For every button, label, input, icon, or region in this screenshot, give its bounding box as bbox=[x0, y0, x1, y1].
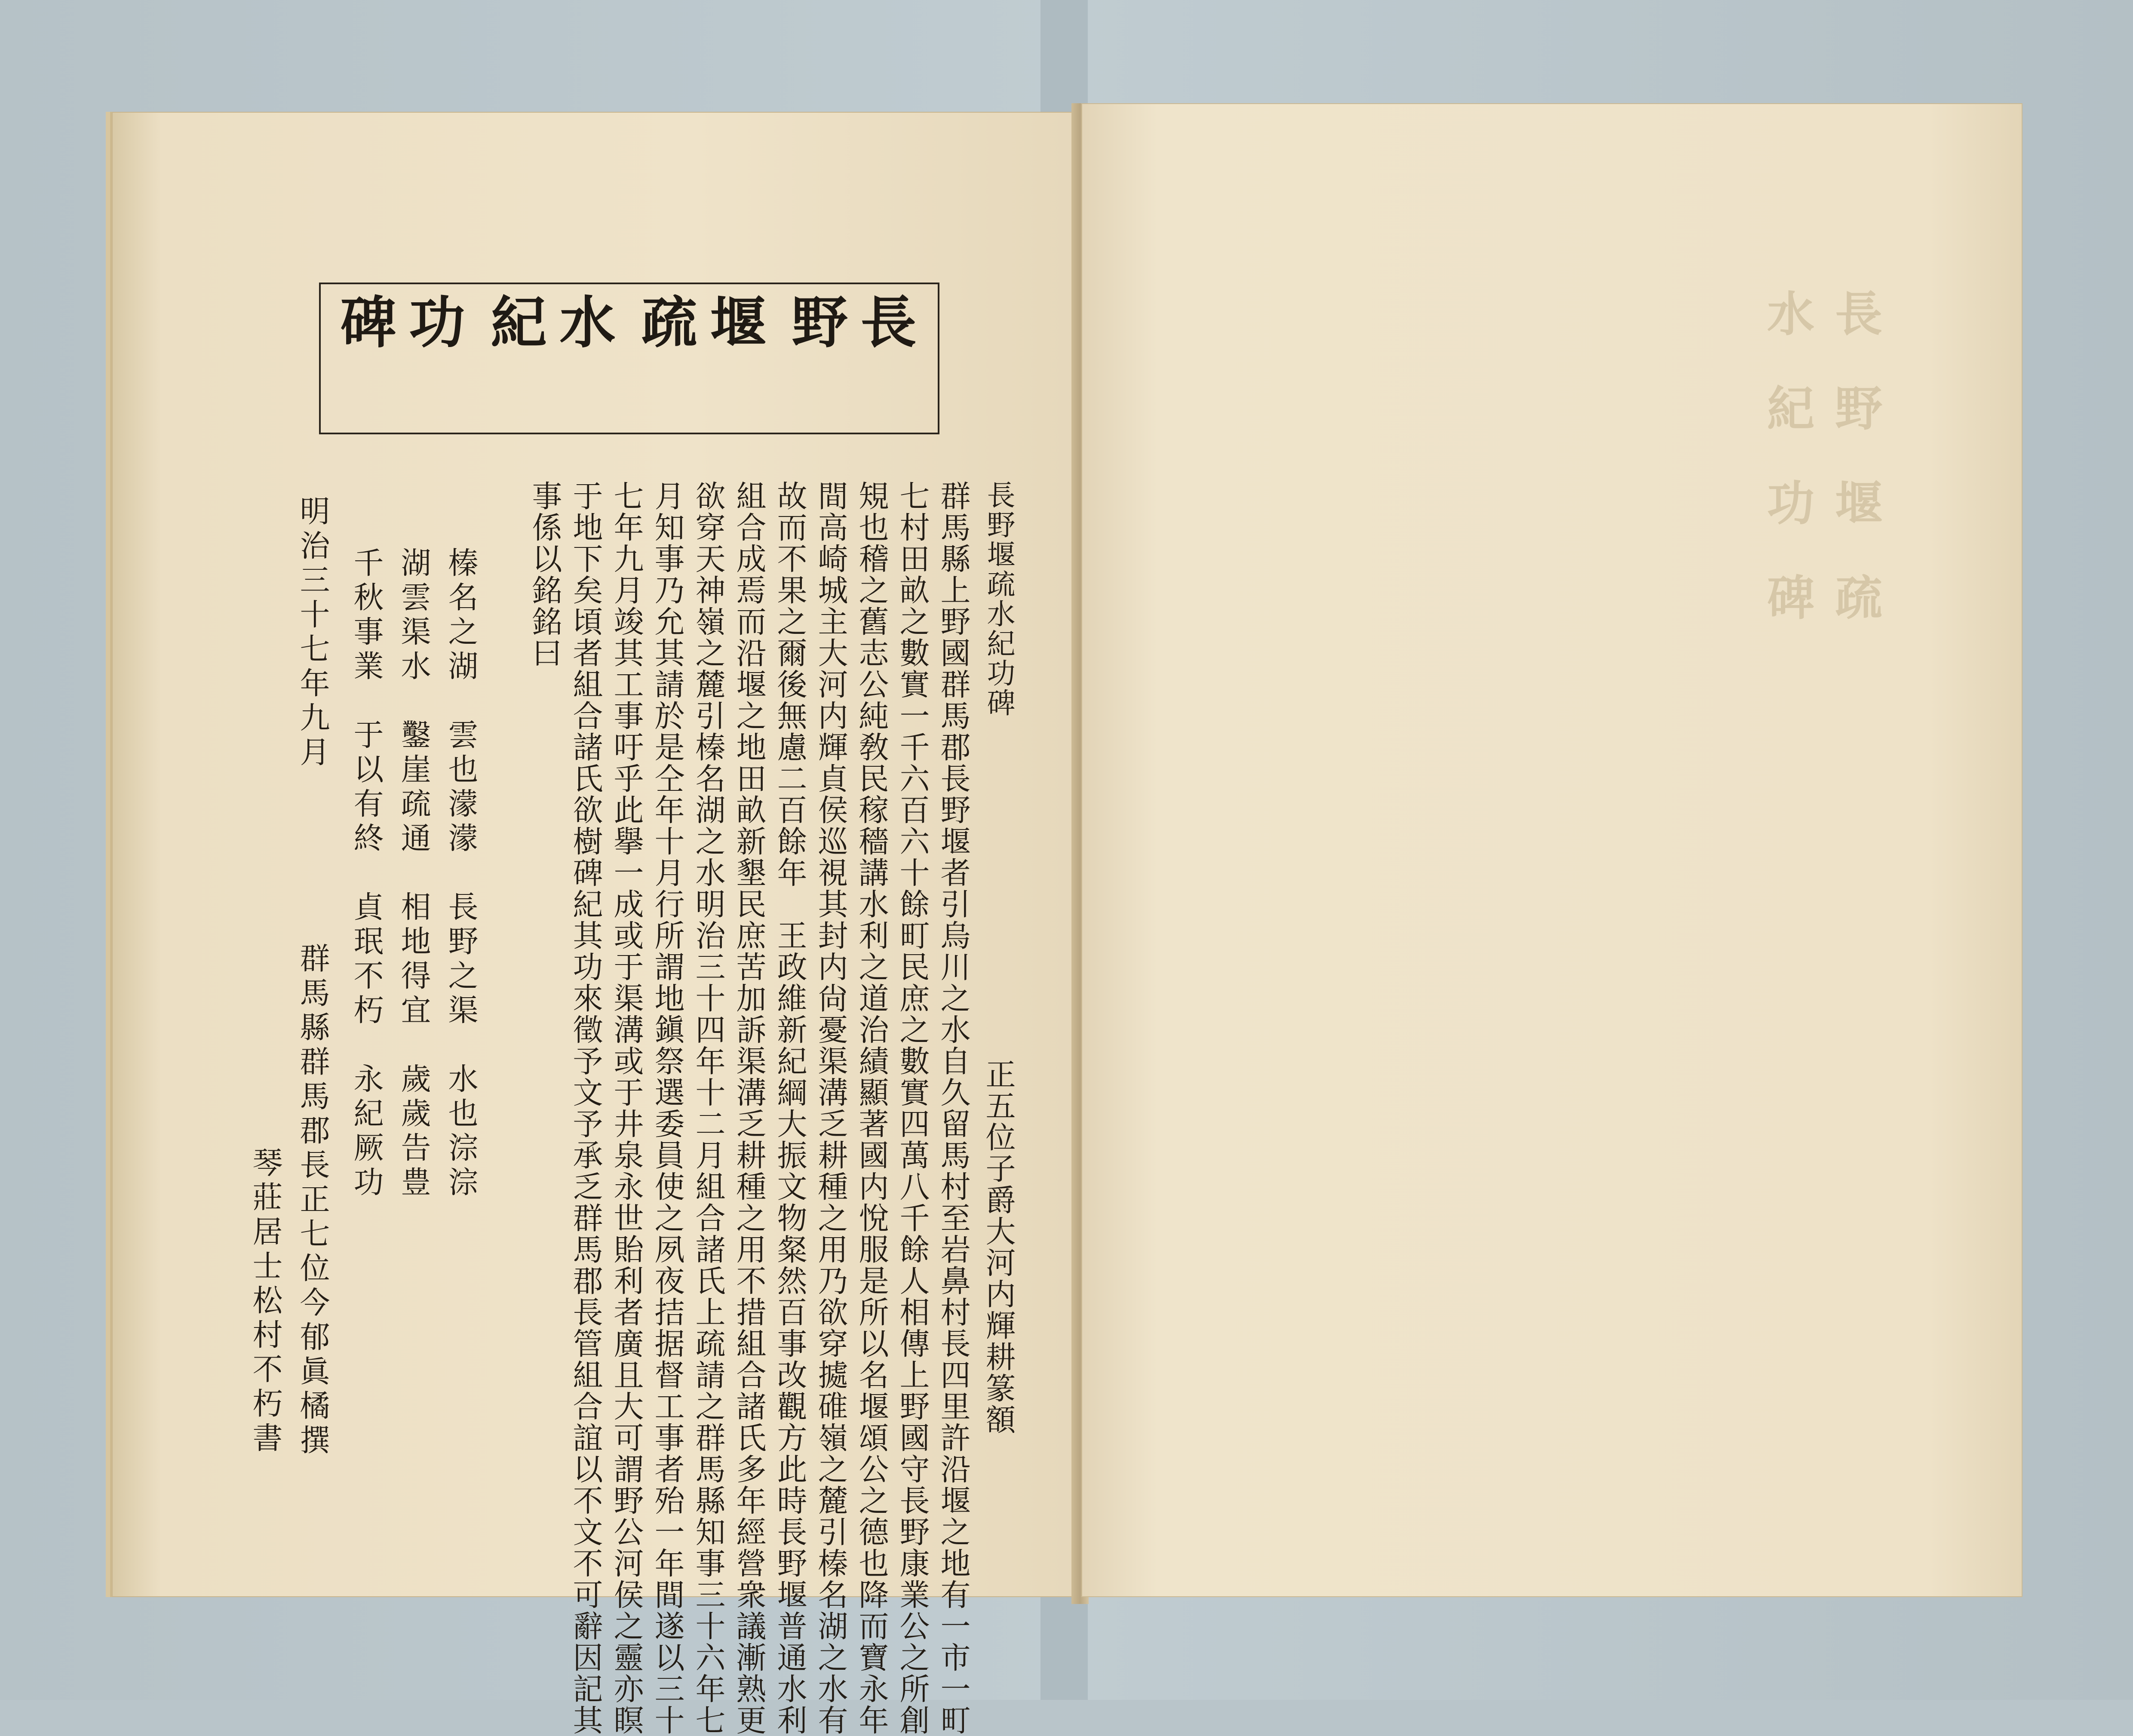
signature-date: 明治三十七年九月 bbox=[295, 495, 330, 771]
body-line-5: 故而不果之爾後無慮二百餘年 王政維新紀綱大振文物粲然百事改觀方此時長野堰普通水利 bbox=[772, 480, 807, 1736]
verse-line-2: 湖雲渠水 鑿崖疏通 相地得宜 歲歲告豊 bbox=[396, 547, 431, 1201]
signature-calligrapher: 琴莊居士松村不朽書 bbox=[248, 1147, 283, 1456]
title-col-3: 水紀 bbox=[482, 293, 616, 368]
body-line-3: 䂓也稽之舊志公純敎民稼穡講水利之道治績顯著國内悅服是所以名堰頌公之德也降而寶永年 bbox=[854, 480, 889, 1736]
body-line-7: 欲穿天神嶺之麓引榛名湖之水明治三十四年十二月組合諸氏上疏請之群馬縣知事三十六年七 bbox=[691, 480, 726, 1736]
body-line-1: 群馬縣上野國群馬郡長野堰者引烏川之水自久留馬村至岩鼻村長四里許沿堰之地有一市一町 bbox=[936, 480, 971, 1736]
show-through-title: 長野堰疏水紀功碑 bbox=[1759, 289, 1883, 667]
signature-author: 群馬縣群馬郡長正七位今郁眞橘撰 bbox=[295, 943, 330, 1459]
title-col-2: 堰疏 bbox=[632, 293, 767, 368]
verse-line-3: 千秋事業 于以有終 貞珉不朽 永紀厥功 bbox=[349, 547, 384, 1201]
body-line-2: 七村田畝之數實一千六百六十餘町民庶之數實四萬八千餘人相傳上野國守長野康業公之所創 bbox=[895, 480, 930, 1736]
body-line-8: 月知事乃允其請於是仝年十月行所謂地鎭祭選委員使之夙夜拮据督工事者殆一年間遂以三十 bbox=[650, 480, 685, 1736]
title-box bbox=[319, 283, 939, 434]
body-line-4: 間高崎城主大河内輝貞侯巡視其封内尙憂渠溝乏耕種之用乃欲穿㨿碓嶺之麓引榛名湖之水有 bbox=[813, 480, 848, 1736]
body-line-6: 組合成焉而沿堰之地田畝新墾民庶苦加訴渠溝乏耕種之用不措組合諸氏多年經營衆議漸熟更 bbox=[731, 480, 767, 1736]
verse-line-1: 榛名之湖 雲也濛濛 長野之渠 水也淙淙 bbox=[443, 547, 479, 1201]
left-page bbox=[112, 112, 1081, 1736]
title-col-1: 長野 bbox=[783, 293, 917, 368]
caption: 正五位子爵大河内輝耕篆額 bbox=[981, 1059, 1016, 1435]
body-line-11: 事係以銘銘曰 bbox=[527, 480, 562, 669]
open-book bbox=[112, 103, 2021, 1736]
body-heading: 長野堰疏水紀功碑 bbox=[982, 480, 1015, 718]
right-page bbox=[1081, 103, 2023, 1597]
title-col-4: 功碑 bbox=[331, 293, 466, 368]
body-line-9: 七年九月竣其工事吁乎此擧一成或于渠溝或于井泉永世貽利者廣且大可謂野公河侯之靈亦瞑 bbox=[609, 480, 644, 1736]
body-line-10: 于地下矣頃者組合諸氏欲樹碑紀其功來徵予文予承乏群馬郡長管組合誼以不文不可辭因記其 bbox=[568, 480, 603, 1736]
